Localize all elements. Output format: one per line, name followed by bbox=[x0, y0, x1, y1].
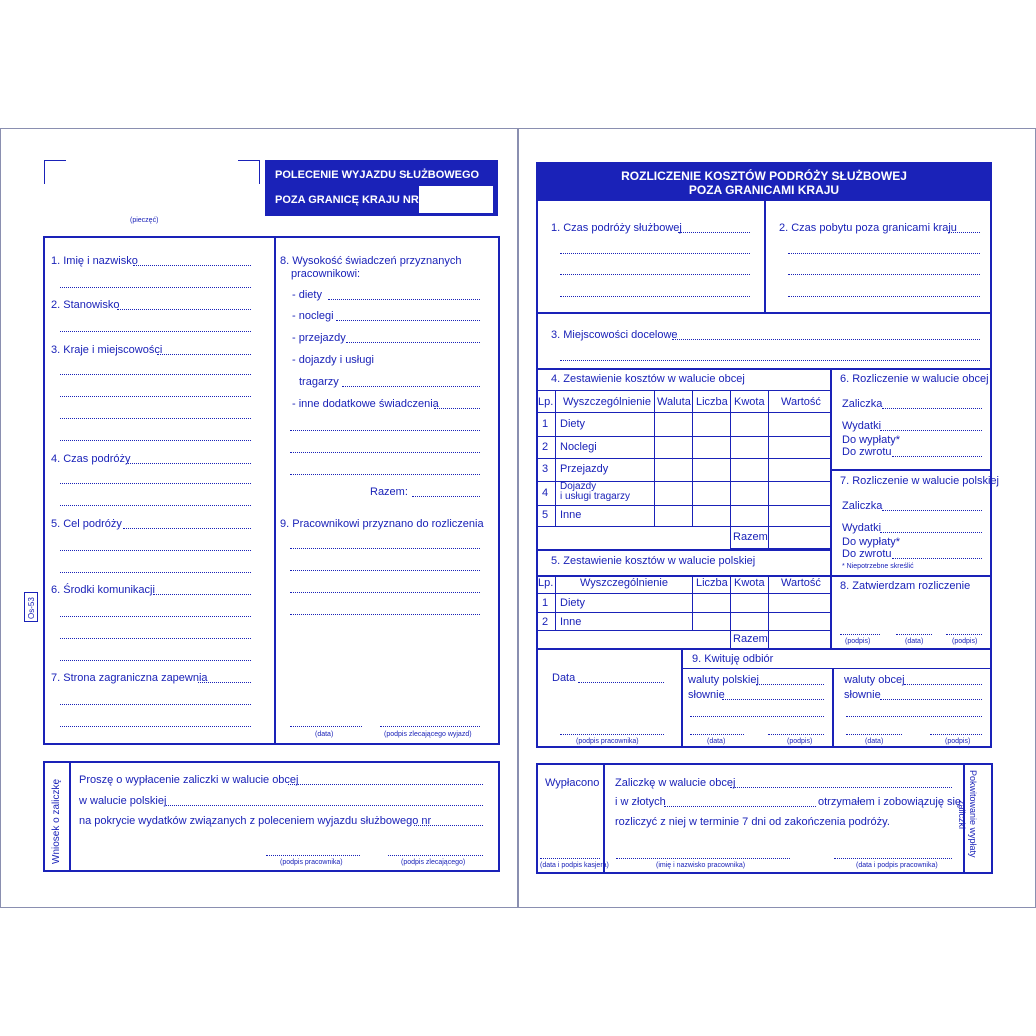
settlement-title-line1: ROZLICZENIE KOSZTÓW PODRÓŻY SŁUŻBOWEJ bbox=[621, 169, 907, 183]
receipt-title: 9. Kwituję odbiór bbox=[692, 653, 774, 665]
order-title-line2: POZA GRANICĘ KRAJU NR bbox=[275, 194, 419, 206]
tragarzy-label: tragarzy bbox=[299, 376, 339, 388]
fc-row-num: 3 bbox=[542, 463, 549, 475]
noclegi-field[interactable] bbox=[336, 320, 480, 321]
position-field[interactable] bbox=[117, 309, 251, 310]
przejazdy-label: - przejazdy bbox=[292, 332, 346, 344]
purpose-label: 5. Cel podróży bbox=[51, 518, 122, 530]
destinations-label: 3. Miejscowości docelowe bbox=[551, 329, 678, 341]
sf-return-field[interactable] bbox=[892, 456, 982, 457]
order-signature-field[interactable] bbox=[380, 726, 480, 727]
pc-row-label: Diety bbox=[560, 597, 586, 609]
pc-header-value: Wartość bbox=[781, 577, 821, 589]
order-date-caption: (data) bbox=[315, 731, 334, 738]
order-date-field[interactable] bbox=[290, 726, 362, 727]
receipt-pln-date-caption: (data) bbox=[707, 738, 726, 745]
settle-foreign-title: 6. Rozliczenie w walucie obcej bbox=[840, 373, 989, 385]
cashier-caption: (data i podpis kasjera) bbox=[540, 862, 609, 869]
advance-employee-caption: (podpis pracownika) bbox=[280, 859, 343, 866]
advance-employee-signature[interactable] bbox=[266, 855, 360, 856]
settle-pln-title: 7. Rozliczenie w walucie polskiej bbox=[840, 475, 999, 487]
fc-row-num: 1 bbox=[542, 418, 549, 430]
travel-time-field[interactable] bbox=[678, 232, 750, 233]
advance-order-number-field[interactable] bbox=[414, 825, 483, 826]
position-label: 2. Stanowisko bbox=[51, 299, 120, 311]
order-main-box bbox=[43, 236, 500, 745]
tragarzy-field[interactable] bbox=[342, 386, 480, 387]
pc-row-num: 2 bbox=[542, 616, 549, 628]
order-signature-caption: (podpis zlecającego wyjazd) bbox=[384, 731, 472, 738]
fc-row-label: Diety bbox=[560, 418, 586, 430]
settlement-header bbox=[537, 163, 991, 201]
approve-title: 8. Zatwierdzam rozliczenie bbox=[840, 580, 971, 592]
payout-line1: Zaliczkę w walucie obcej bbox=[615, 777, 736, 789]
noclegi-label: - noclegi bbox=[292, 310, 334, 322]
benefits-total-label: Razem: bbox=[370, 486, 408, 498]
payout-paid-label: Wypłacono bbox=[545, 777, 600, 789]
countries-field[interactable] bbox=[157, 354, 251, 355]
sf-return-label: Do zwrotu bbox=[842, 446, 892, 458]
benefits-title-2: pracownikowi: bbox=[291, 268, 361, 280]
fc-header-desc: Wyszczególnienie bbox=[563, 396, 651, 408]
sf-payout-label: Do wypłaty* bbox=[842, 434, 901, 446]
payout-line2a: i w złotych bbox=[615, 796, 666, 808]
payout-line3: rozliczyć z niej w terminie 7 dni od zakończenia podróży. bbox=[615, 816, 890, 828]
duration-field[interactable] bbox=[126, 463, 251, 464]
approve-sign-caption: (podpis) bbox=[845, 638, 871, 645]
settlement-title-line2: POZA GRANICAMI KRAJU bbox=[688, 183, 840, 197]
inne-label: - inne dodatkowe świadczenia bbox=[292, 398, 439, 410]
receipt-pln-field[interactable] bbox=[756, 684, 824, 685]
fc-row-num: 2 bbox=[542, 441, 549, 453]
payout-sign-field[interactable] bbox=[834, 858, 952, 859]
payout-side-label-1: Pokwitowanie wypłaty bbox=[968, 770, 978, 858]
pc-total-label: Razem bbox=[733, 633, 768, 645]
fc-header-count: Liczba bbox=[696, 396, 728, 408]
receipt-pln-words-field[interactable] bbox=[722, 699, 824, 700]
sp-note: * Niepotrzebne skreślić bbox=[842, 563, 914, 570]
fc-header-amount: Kwota bbox=[734, 396, 765, 408]
payout-name-caption: (imię i nazwisko pracownika) bbox=[656, 862, 746, 869]
sp-return-field[interactable] bbox=[892, 558, 982, 559]
payout-sign-caption: (data i podpis pracownika) bbox=[856, 862, 938, 869]
purpose-field[interactable] bbox=[123, 528, 251, 529]
transport-field[interactable] bbox=[153, 594, 251, 595]
fc-row-label: Noclegi bbox=[560, 441, 597, 453]
advance-line2: w walucie polskiej bbox=[79, 795, 167, 807]
approve-date-caption: (data) bbox=[905, 638, 924, 645]
sp-payout-label: Do wypłaty* bbox=[842, 536, 901, 548]
foreign-costs-title: 4. Zestawienie kosztów w walucie obcej bbox=[551, 373, 745, 385]
employee-sign-caption: (podpis pracownika) bbox=[576, 738, 639, 745]
przejazdy-field[interactable] bbox=[346, 342, 480, 343]
advance-ordering-caption: (podpis zlecającego) bbox=[401, 859, 466, 866]
payout-line2b: otrzymałem i zobowiązuję się bbox=[818, 796, 962, 808]
destinations-field[interactable] bbox=[672, 339, 980, 340]
sp-expenses-label: Wydatki bbox=[842, 522, 882, 534]
receipt-foreign-words-label: słownie bbox=[844, 689, 881, 701]
receipt-pln-sign-caption: (podpis) bbox=[787, 738, 813, 745]
name-label: 1. Imię i nazwisko bbox=[51, 255, 138, 267]
benefits-title-1: 8. Wysokość świadczeń przyznanych bbox=[280, 255, 462, 267]
sf-advance-label: Zaliczka bbox=[842, 398, 883, 410]
payout-pln-field[interactable] bbox=[664, 806, 816, 807]
pc-header-amount: Kwota bbox=[734, 577, 765, 589]
fc-header-currency: Waluta bbox=[657, 396, 691, 408]
pln-costs-title: 5. Zestawienie kosztów w walucie polskiej bbox=[551, 555, 756, 567]
transport-label: 6. Środki komunikacji bbox=[51, 584, 155, 596]
sp-expenses-field[interactable] bbox=[880, 532, 982, 533]
settlement-label: 9. Pracownikowi przyznano do rozliczenia bbox=[280, 518, 484, 530]
pc-header-count: Liczba bbox=[696, 577, 728, 589]
pc-header-desc: Wyszczególnienie bbox=[580, 577, 668, 589]
pc-row-label: Inne bbox=[560, 616, 582, 628]
approve-sign2-caption: (podpis) bbox=[952, 638, 978, 645]
foreign-party-field[interactable] bbox=[198, 682, 251, 683]
advance-line1: Proszę o wypłacenie zaliczki w walucie obcej bbox=[79, 774, 299, 786]
countries-label: 3. Kraje i miejscowości bbox=[51, 344, 163, 356]
payout-side-label-2: zaliczki bbox=[957, 800, 967, 830]
sf-expenses-field[interactable] bbox=[880, 430, 982, 431]
stamp-label: (pieczęć) bbox=[130, 217, 159, 224]
fc-row-label: Dojazdy bbox=[560, 481, 597, 492]
order-number-field[interactable] bbox=[419, 186, 493, 213]
payout-name-field[interactable] bbox=[616, 858, 790, 859]
receipt-pln-words-label: słownie bbox=[688, 689, 725, 701]
payout-foreign-field[interactable] bbox=[730, 787, 952, 788]
date-field[interactable] bbox=[578, 682, 664, 683]
sp-advance-field[interactable] bbox=[882, 510, 982, 511]
form-code: Os-53 bbox=[27, 597, 36, 619]
fc-row-label: Przejazdy bbox=[560, 463, 609, 475]
receipt-foreign-label: waluty obcej bbox=[844, 674, 905, 686]
fc-row-label: i usługi tragarzy bbox=[560, 491, 631, 502]
travel-time-label: 1. Czas podróży służbowej bbox=[551, 222, 682, 234]
receipt-foreign-words-field[interactable] bbox=[880, 699, 982, 700]
stay-time-label: 2. Czas pobytu poza granicami kraju bbox=[779, 222, 957, 234]
fc-row-num: 4 bbox=[542, 487, 549, 499]
pc-header-lp: Lp. bbox=[538, 577, 554, 589]
date-label: Data bbox=[552, 672, 576, 684]
advance-pln-field[interactable] bbox=[166, 805, 483, 806]
inne-field[interactable] bbox=[434, 408, 480, 409]
sp-return-label: Do zwrotu bbox=[842, 548, 892, 560]
fc-row-num: 5 bbox=[542, 509, 549, 521]
name-field[interactable] bbox=[133, 265, 251, 266]
fc-row-label: Inne bbox=[560, 509, 582, 521]
benefits-total-field[interactable] bbox=[412, 496, 480, 497]
fc-total-label: Razem bbox=[733, 531, 768, 543]
order-title-line1: POLECENIE WYJAZDU SŁUŻBOWEGO bbox=[275, 169, 480, 181]
dojazdy-label: - dojazdy i usługi bbox=[292, 354, 374, 366]
fc-header-value: Wartość bbox=[781, 396, 821, 408]
stay-time-field[interactable] bbox=[948, 232, 980, 233]
order-header bbox=[265, 160, 498, 216]
diety-label: - diety bbox=[292, 289, 322, 301]
pc-row-num: 1 bbox=[542, 597, 549, 609]
diety-field[interactable] bbox=[328, 299, 480, 300]
receipt-pln-label: waluty polskiej bbox=[688, 674, 759, 686]
advance-side-label: Wniosek o zaliczkę bbox=[51, 778, 62, 864]
advance-line3: na pokrycie wydatków związanych z poleceniem wyjazdu służbowego nr bbox=[79, 815, 432, 827]
sf-expenses-label: Wydatki bbox=[842, 420, 882, 432]
fc-header-lp: Lp. bbox=[538, 396, 554, 408]
receipt-foreign-date-caption: (data) bbox=[865, 738, 884, 745]
sf-advance-field[interactable] bbox=[882, 408, 982, 409]
stamp-area bbox=[44, 160, 260, 186]
advance-ordering-signature[interactable] bbox=[388, 855, 483, 856]
receipt-foreign-field[interactable] bbox=[904, 684, 982, 685]
foreign-party-label: 7. Strona zagraniczna zapewnia bbox=[51, 672, 208, 684]
duration-label: 4. Czas podróży bbox=[51, 453, 131, 465]
receipt-foreign-sign-caption: (podpis) bbox=[945, 738, 971, 745]
advance-foreign-field[interactable] bbox=[288, 784, 483, 785]
sp-advance-label: Zaliczka bbox=[842, 500, 883, 512]
